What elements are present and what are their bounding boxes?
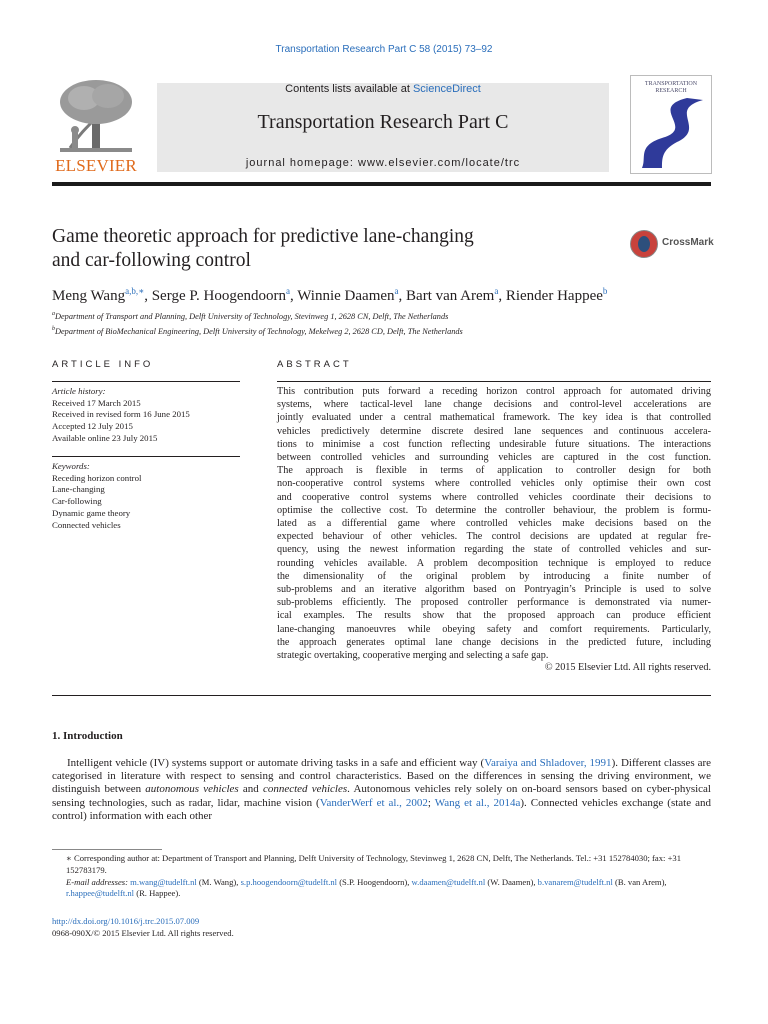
history-item: Accepted 12 July 2015 [52, 421, 133, 432]
email-owner: (M. Wang), [196, 876, 241, 887]
title-line-2: and car-following control [52, 250, 251, 271]
abstract-body [277, 385, 711, 662]
author-name[interactable]: Serge P. Hoogendoorn [151, 288, 287, 304]
email-label: E-mail addresses: [66, 876, 131, 887]
abstract-line: the approach generates optimal lane change decisions in the predicted future, including [277, 636, 711, 648]
abstract-line: lane-changing manoeuvres while obeying safety and comfort requirements. Particularly, [277, 623, 711, 635]
email-link[interactable]: m.wang@tudelft.nl [130, 876, 197, 887]
email-owner: (R. Happee). [134, 888, 181, 899]
abstract-line: The approach is flexible in terms of application to controller design for both [277, 465, 711, 477]
journal-title: Transportation Research Part C [257, 111, 509, 133]
author-name[interactable]: Meng Wang [52, 288, 126, 304]
journal-header [157, 83, 609, 172]
email-owner: (W. Daamen), [485, 876, 538, 887]
intro-text-segment: and [238, 783, 263, 796]
history-item: Available online 23 July 2015 [52, 432, 158, 443]
crossmark-badge[interactable] [630, 230, 712, 258]
author-separator: , [398, 288, 407, 304]
email-link[interactable]: w.daamen@tudelft.nl [411, 876, 486, 887]
cover-title: TRANSPORTATION RESEARCH [644, 81, 698, 94]
author-list [52, 281, 732, 306]
keyword-item: Connected vehicles [52, 519, 121, 530]
paper-title [52, 225, 612, 273]
affiliation-marker: a [52, 311, 55, 317]
road-curve-icon [637, 98, 705, 168]
intro-emphasis: autonomous vehicles [145, 783, 239, 796]
abstract-line: sub-problems efficiently. The proposed controller performance is demonstrated via numer- [277, 597, 711, 609]
journal-citation-link[interactable]: Transportation Research Part C 58 (2015) 73–92 [275, 44, 493, 55]
author-separator: , [498, 288, 506, 304]
author-affiliation-marker[interactable]: a [286, 286, 291, 296]
introduction-paragraph [52, 757, 711, 823]
author-affiliation-marker[interactable]: a [494, 286, 499, 296]
abstract-line: non-cooperative control systems where controlled vehicles only optimise their own cost [277, 478, 711, 490]
author-name[interactable]: Bart van Arem [406, 288, 495, 304]
abstract-line: rounding vehicles available. A problem decomposition technique is employed to reduce [277, 557, 711, 569]
author-affiliation-marker[interactable]: a,b,∗ [125, 286, 145, 296]
keyword-item: Dynamic game theory [52, 507, 131, 518]
author-affiliation-marker[interactable]: b [602, 286, 608, 296]
corresponding-author-note: ∗ Corresponding author at: Department of Transport and Planning, Delft University of Technology, Stevinweg 1, 2628 CN, Delft, The Netherlands. Tel.: +31 152784030; fax: +31 152783179. [66, 853, 682, 875]
keywords [52, 461, 240, 531]
author-separator: , [144, 288, 152, 304]
email-owner: (S.P. Hoogendoorn), [337, 876, 412, 887]
info-divider [52, 456, 240, 457]
intro-text-segment: . Autonomous vehicles rely solely on on-board sensors based on cyber-physical sensing technologies, such as radar, lidar, machine vision ( [52, 783, 711, 809]
abstract-line: lated as a differential game where controlled vehicles make decisions based on the [277, 518, 711, 530]
journal-homepage-link[interactable]: journal homepage: www.elsevier.com/locate/trc [245, 157, 521, 169]
info-divider [52, 381, 240, 382]
email-link[interactable]: r.happee@tudelft.nl [66, 888, 135, 899]
intro-text-segment: ). Connected vehicles exchange (state and control) information with each other [52, 796, 711, 822]
abstract-copyright: © 2015 Elsevier Ltd. All rights reserved. [544, 662, 711, 673]
email-link[interactable]: s.p.hoogendoorn@tudelft.nl [240, 876, 338, 887]
keyword-item: Receding horizon control [52, 472, 142, 483]
issn-copyright: 0968-090X/© 2015 Elsevier Ltd. All rights reserved. [52, 928, 234, 938]
intro-text-segment: Intelligent vehicle (IV) systems support or automate driving tasks in a safe and efficient way ( [67, 757, 485, 769]
footnote-divider [52, 849, 162, 850]
abstract-line: ical examples. The results show that the proposed approach can produce efficient [277, 610, 711, 622]
intro-text-segment: ). Different classes are categorised in literature with respect to sensing and control characteristics. Based on the differences in sensing the driving environment, we distinguish between [52, 757, 712, 796]
contents-line [157, 83, 609, 96]
abstract-line: optimise the collective cost. To determine the controller behaviour, the problem is formu- [277, 504, 711, 516]
article-history [52, 386, 240, 445]
abstract-line: sub-problems and an iterative algorithm based on Pontryagin’s Principle is used to solve [277, 584, 711, 596]
elsevier-logo[interactable] [52, 78, 140, 176]
abstract-divider [277, 381, 711, 382]
author-name[interactable]: Riender Happee [505, 288, 603, 304]
main-divider [52, 695, 711, 696]
affiliation-text: Department of BioMechanical Engineering, Delft University of Technology, Mekelweg 2, 2628 CD, Delft, The Netherlands [55, 326, 463, 336]
keywords-label: Keywords: [52, 461, 90, 471]
abstract-line: systems, where tactical-level lane change decisions and control-level accelerations are [277, 399, 711, 411]
intro-emphasis: connected vehicles [262, 783, 348, 796]
history-item: Received 17 March 2015 [52, 397, 141, 408]
elsevier-wordmark: ELSEVIER [55, 156, 137, 175]
affiliation-text: Department of Transport and Planning, Delft University of Technology, Stevinweg 1, 2628 CN, Delft, The Netherlands [55, 311, 449, 321]
abstract-line: jointly evaluated under a central mathematical framework. The key idea is that controlled [277, 412, 711, 424]
abstract-line: tions to minimise a cost function reflecting undesirable future situations. The interactions [277, 438, 711, 450]
footnotes [52, 853, 711, 900]
sciencedirect-link[interactable]: ScienceDirect [412, 83, 481, 95]
abstract-line: strategic overtaking, cooperative merging and selecting a safe gap. [277, 650, 549, 662]
header-divider [52, 182, 711, 186]
abstract-line: between controlled vehicles and surrounding vehicles are captured in the cost function. [277, 452, 711, 464]
affiliation-line [52, 323, 712, 338]
abstract-line: and cooperative control systems where controlled vehicles coordinate their decisions to [277, 491, 711, 503]
abstract-line: expected behaviour of other vehicles. The control decisions are updated at regular fre- [277, 531, 711, 543]
email-addresses [52, 877, 711, 901]
crossmark-label: CrossMark [662, 237, 714, 248]
abstract-line: This contribution puts forward a receding horizon control approach for automated driving [277, 386, 711, 397]
title-line-1: Game theoretic approach for predictive lane-changing [52, 226, 474, 247]
introduction-heading: 1. Introduction [52, 730, 123, 742]
email-owner: (B. van Arem), [612, 876, 667, 887]
affiliation-line [52, 308, 712, 323]
reference-link[interactable]: Wang et al., 2014a [434, 796, 521, 809]
history-item: Received in revised form 16 June 2015 [52, 409, 190, 420]
reference-link[interactable]: Varaiya and Shladover, 1991 [484, 757, 612, 769]
history-label: Article history: [52, 386, 106, 396]
abstract-heading: ABSTRACT [277, 359, 352, 370]
article-info-heading: ARTICLE INFO [52, 359, 154, 370]
doi-link[interactable]: http://dx.doi.org/10.1016/j.trc.2015.07.009 [52, 916, 200, 926]
crossmark-icon [630, 230, 658, 258]
abstract-line: the dimensionality of the original problem by introducing a finite number of [277, 570, 711, 582]
affiliations [52, 308, 712, 338]
email-link[interactable]: b.vanarem@tudelft.nl [537, 876, 613, 887]
keyword-item: Car-following [52, 496, 102, 507]
intro-text-segment: ; [427, 796, 435, 809]
reference-link[interactable]: VanderWerf et al., 2002 [319, 796, 428, 809]
contents-prefix: Contents lists available at [285, 83, 413, 95]
abstract-line: vehicles predictively determine discrete desired lane sequences and continuous accelera- [277, 425, 711, 437]
author-separator: , [290, 288, 298, 304]
affiliation-marker: b [52, 325, 55, 332]
journal-cover-image[interactable] [630, 75, 712, 174]
author-affiliation-marker[interactable]: a [394, 286, 399, 296]
elsevier-tree-icon [56, 78, 136, 154]
abstract-line: quency, using the newest information regarding the state of controlled vehicles and sur- [277, 544, 711, 556]
keyword-item: Lane-changing [52, 484, 105, 495]
author-name[interactable]: Winnie Daamen [297, 288, 395, 304]
